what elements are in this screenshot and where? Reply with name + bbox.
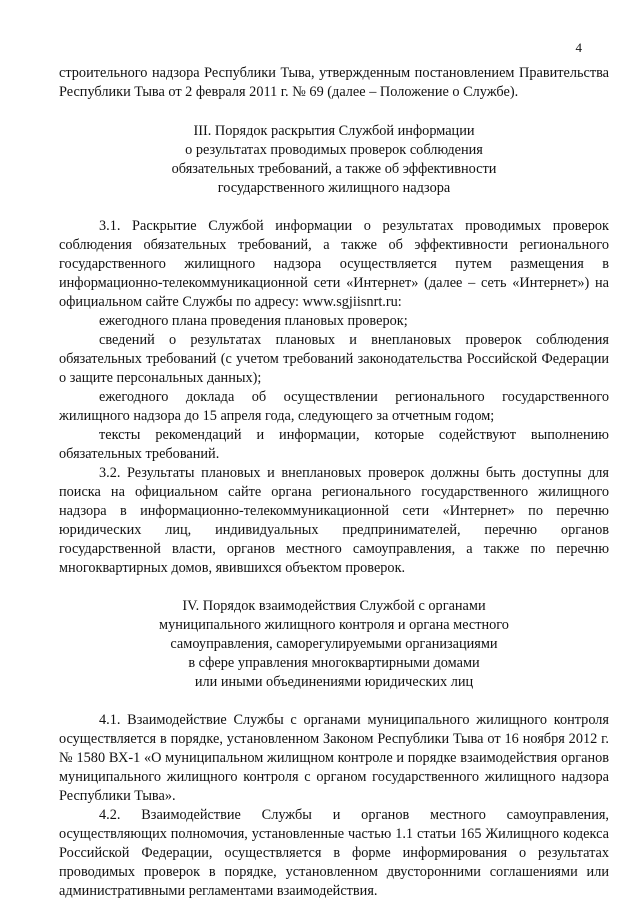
list-item: сведений о результатах плановых и внеплановых проверок соблюдения обязательных требований (с учетом требований законодательства Российской Федерации о защите персональных данных); <box>59 332 609 386</box>
paragraph-4-1: 4.1. Взаимодействие Службы с органами муниципального жилищного контроля осуществляется в порядке, установленном Законом Республики Тыва от 16 ноября 2012 г. № 1580 ВХ-1 «О муниципальном жилищном контроле и порядке взаимодействия органов муниципального жилищного контроля с органом государственного жилищного надзора Республики Тыва». <box>59 712 609 804</box>
heading-line: муниципального жилищного контроля и органа местного <box>159 617 509 633</box>
heading-line: IV. Порядок взаимодействия Службой с органами <box>182 598 486 614</box>
intro-paragraph: строительного надзора Республики Тыва, утвержденным постановлением Правительства Республики Тыва от 2 февраля 2011 г. № 69 (далее – Положение о Службе). <box>59 65 609 100</box>
page-number: 4 <box>575 40 582 55</box>
paragraph-3-1: 3.1. Раскрытие Службой информации о результатах проводимых проверок соблюдения обязательных требований, а также об эффективности регионального государственного жилищного надзора осуществляется путем размещения в информационно-телекоммуникационной сети «Интернет» (далее – сеть «Интернет») на официальном сайте Службы по адресу: www.sgjiisnrt.ru: <box>59 218 609 310</box>
list-item: ежегодного доклада об осуществлении регионального государственного жилищного надзора до 15 апреля года, следующего за отчетным годом; <box>59 389 609 424</box>
section-3-heading <box>59 122 609 198</box>
section-4-heading <box>59 597 609 692</box>
list-item: ежегодного плана проведения плановых проверок; <box>99 313 408 329</box>
heading-line: в сфере управления многоквартирными домами <box>188 655 480 671</box>
paragraph-4-2: 4.2. Взаимодействие Службы и органов местного самоуправления, осуществляющих полномочия, установленные частью 1.1 статьи 165 Жилищного кодекса Российской Федерации, осуществляется в форме информирования о результатах проводимых проверок в порядке, установленном двусторонними соглашениями или административными регламентами взаимодействия. <box>59 807 609 899</box>
list-item: тексты рекомендаций и информации, которые содействуют выполнению обязательных требований. <box>59 427 609 462</box>
heading-line: самоуправления, саморегулируемыми организациями <box>170 636 498 652</box>
heading-line: или иными объединениями юридических лиц <box>194 674 474 690</box>
heading-line: III. Порядок раскрытия Службой информации <box>193 123 475 139</box>
paragraph-3-2: 3.2. Результаты плановых и внеплановых проверок должны быть доступны для поиска на официальном сайте органа регионального государственного жилищного надзора в информационно-телекоммуникационной сети «Интернет» по перечню юридических лиц, индивидуальных предпринимателей, перечню органов государственной власти, органов местного самоуправления, а также по перечню многоквартирных домов, явившихся объектом проверок. <box>59 465 609 576</box>
heading-line: государственного жилищного надзора <box>217 180 451 196</box>
heading-line: о результатах проводимых проверок соблюдения <box>185 142 483 158</box>
heading-line: обязательных требований, а также об эффективности <box>171 161 497 177</box>
document-body <box>59 64 609 901</box>
